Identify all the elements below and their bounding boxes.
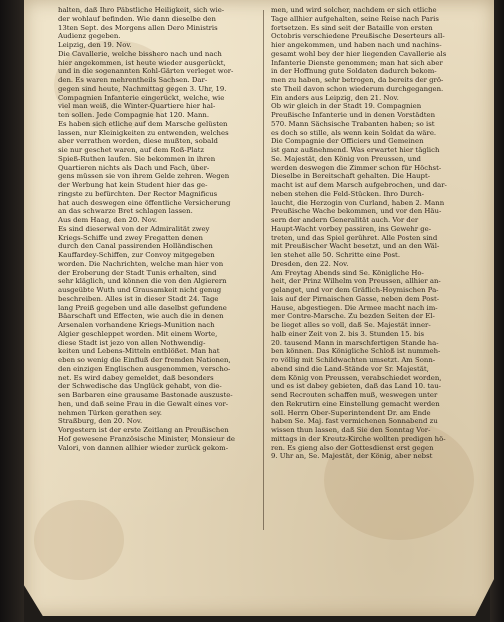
right-column-line: halb einer Zeit von 2. bis 3. Stunden 15. bis — [271, 329, 424, 338]
right-column-line: Haupt-Wacht vorbey passiren, ins Gewehr ge- — [271, 224, 432, 233]
right-column-line: fortsetzen. Es sind seit der Bataille von ersten — [271, 23, 433, 32]
right-column-line: Preußische Infanterie und in denen Vorstädten — [271, 111, 436, 119]
left-column-line: durch den Canal passirenden Holländischen — [58, 242, 213, 251]
left-column-line: Audienz gegeben. — [58, 32, 121, 41]
left-column-line: net. Es wird dabey gemeldet, daß besonders — [58, 373, 214, 382]
left-column-line: der wohlauf befinden. Wie dann dieselbe den — [58, 14, 216, 23]
left-column-line: hat auch deswegen eine öffentliche Versicherung — [58, 198, 231, 207]
right-column-line: ist ganz außnehmend. Was erwartet hier täglich — [271, 146, 440, 154]
left-column-line: Aus dem Haag, den 20. Nov. — [58, 216, 158, 224]
right-column — [271, 6, 467, 461]
left-column-line: Vorgestern ist der erste Zeitlang an Preußischen — [58, 426, 229, 434]
right-column-line: Octobris verschiedene Preußische Deserteurs all- — [271, 32, 445, 41]
right-column-line: mittags in der Kreutz-Kirche wollten predigen hö- — [271, 434, 446, 443]
left-column-line: Algier geschleppet worden. Mit einem Worte, — [58, 329, 218, 338]
right-column-line: in der Hoffnung gute Soldaten dadurch bekom- — [271, 67, 437, 76]
left-column-line: den einzigen Englischen ausgenommen, verscho- — [58, 364, 231, 373]
left-column-line: hier angekommen, ist heute wieder ausgerückt, — [58, 58, 226, 67]
left-column-line: eben so wenig die Einfluß der fremden Nationen, — [58, 356, 231, 364]
right-column-line: es doch so stille, als wenn kein Soldat da wäre. — [271, 128, 437, 137]
left-column-line: Hof gewesene Französische Minister, Monsieur de — [58, 434, 235, 443]
right-column-line: be lieget alles so voll, daß Se. Majestät inner- — [271, 321, 431, 329]
right-column-line: Hause, abgestiegen. Die Armee macht nach im- — [271, 303, 438, 312]
right-column-line: treten, und das Spiel gerühret. Alle Posten sind — [271, 233, 438, 242]
right-column-line: gelanget, und vor dem Gräflich-Hoymischen Pa- — [271, 286, 439, 294]
right-column-line: gesamt wohl bey der hier liegenden Cavallerie als — [271, 49, 447, 58]
right-column-line: Dresden, den 22. Nov. — [271, 259, 349, 268]
right-column-line: Infanterie Dienste genommen; man hat sich aber — [271, 58, 443, 67]
right-column-line: Ob wir gleich in der Stadt 19. Compagnien — [271, 102, 422, 111]
right-column-line: wissen thun lassen, daß Sie den Sonntag Vor- — [271, 426, 431, 434]
left-column-line: viel man weiß, die Winter-Quartiere hier hal- — [58, 102, 216, 111]
right-column-line: neben stehen die Feld-Stücken. Ihro Durch- — [271, 189, 424, 198]
right-column-line: ben können. Das Königliche Schloß ist nummeh- — [271, 347, 441, 356]
left-column-line: sehr kläglich, und können die von den Algierern — [58, 277, 227, 286]
right-column-line: sern der andern Generalität auch. Vor der — [271, 216, 419, 224]
right-column-line: den Rekrutirn eine Einstellung gemacht werden — [271, 399, 440, 408]
right-column-line: abend sind die Land-Stände vor Sr. Majestät, — [271, 364, 429, 373]
left-column-line: Kauffardey-Schiffen, zur Convoy mitgegeben — [58, 251, 215, 259]
left-column-line: an das schwarze Bret schlagen lassen. — [58, 207, 193, 216]
column-divider — [263, 10, 264, 530]
left-column-line: ausgeübte Wuth und Grausamkeit nicht genug — [58, 286, 222, 294]
right-column-line: mer Contre-Marsche. Zu bezden Seiten der El- — [271, 312, 435, 321]
right-column-line: Preußische Wache bekommen, und vor den Häu- — [271, 207, 442, 216]
left-column-line: Straßburg, den 20. Nov. — [58, 417, 143, 426]
right-column-line: men zu haben, sehr betrogen, da bereits der grö- — [271, 76, 444, 84]
left-column-line: Bäarschaft und Effecten, wie auch die in denen — [58, 312, 224, 321]
right-column-line: Die Compagnie der Officiers und Gemeinen — [271, 137, 424, 146]
left-column — [58, 6, 254, 452]
right-column-line: soll. Herrn Ober-Superintendent Dr. am Ende — [271, 408, 431, 417]
right-column-line: men, und wird solcher, nachdem er sich etliche — [271, 6, 437, 14]
right-column-line: heit, der Prinz Wilhelm von Preussen, allhier an- — [271, 277, 441, 286]
left-column-line: diese Stadt ist jezo von allen Nothwendig- — [58, 338, 206, 347]
left-column-line: Quartieren nichts als Dach und Fach, über- — [58, 163, 210, 172]
left-column-line: gegen sind heute, Nachmittag gegen 3. Uhr, 19. — [58, 84, 227, 93]
right-column-line: Se. Majestät, den König von Preussen, und — [271, 154, 421, 163]
right-column-line: ro völlig mit Schildwachten umsetzt. Am Sonn- — [271, 356, 436, 364]
right-column-line: Ein anders aus Leipzig, den 21. Nov. — [271, 93, 399, 102]
left-column-line: lang Preiß gegeben und alle daselbst gefundene — [58, 303, 227, 312]
left-column-line: der Eroberung der Stadt Tunis erhalten, sind — [58, 268, 217, 277]
left-column-line: den. Es waren mehrentheils Sachsen. Dar- — [58, 76, 208, 84]
left-column-line: lassen, nur Kleinigkeiten zu entwenden, welches — [58, 128, 229, 137]
left-column-line: beschreiben. Alles ist in dieser Stadt 24. Tage — [58, 294, 219, 303]
left-column-line: Spieß-Ruthen laufen. Sie bekommen in ihren — [58, 154, 216, 163]
right-column-line: len stehet alle 50. Schritte eine Post. — [271, 251, 401, 259]
right-column-line: ste Theil davon schon wiederum durchgegangen. — [271, 84, 444, 93]
left-column-line: Kriegs-Schiffe und zwey Fregatten denen — [58, 233, 203, 242]
right-column-line: laucht, die Herzogin von Curland, haben 2. Mann — [271, 198, 445, 207]
left-column-line: Leipzig, den 19. Nov. — [58, 41, 132, 49]
right-column-line: Am Freytag Abends sind Se. Königliche Ho- — [271, 268, 424, 277]
left-column-line: worden. Die Nachrichten, welche man hier von — [58, 259, 224, 268]
left-column-line: der Schwedische das Unglück gehabt, von die- — [58, 382, 222, 391]
right-column-line: Tage allhier aufgehalten, seine Reise nach Paris — [271, 14, 439, 23]
right-column-line: send Recrouten schaffen muß, weswegen unter — [271, 391, 438, 399]
left-column-line: ringste zu befürchten. Der Rector Magnificus — [58, 189, 218, 198]
right-column-line: und es ist dabey gebieten, daß das Land 10. tau- — [271, 382, 441, 391]
left-column-line: 13ten Sept. des Morgens allen Dero Ministris — [58, 23, 218, 32]
right-column-line: macht ist auf dem Marsch aufgebrochen, und dar- — [271, 181, 447, 189]
left-column-line: aber verrathen worden, diese mußten, sobald — [58, 137, 218, 146]
left-column-line: Compagnien Infanterie eingerückt, welche, wie — [58, 93, 225, 102]
right-column-line: ren. Es gieng also der Gottesdienst erst gegen — [271, 443, 434, 452]
right-column-line: 9. Uhr an, Se. Majestät, der König, aber nebst — [271, 452, 433, 461]
left-column-line: Arsenalen vorhandene Kriegs-Munition nach — [58, 321, 215, 329]
left-column-line: sen Barbaren eine grausame Bastonade auszuste- — [58, 391, 233, 399]
right-column-line: 570. Mann Sächsische Trabanten haben; so ist — [271, 119, 435, 128]
right-column-line: mit Preußischer Wacht besetzt, und an den Wäl- — [271, 242, 440, 251]
right-column-line: dem König von Preussen, verabschiedet worden, — [271, 373, 442, 382]
left-column-line: nehmen Türken gerathen sey. — [58, 408, 162, 417]
left-column-line: Die Cavallerie, welche bisshero nach und nach — [58, 49, 222, 58]
right-column-line: Dieselbe in Bereitschaft gehalten. Die Haupt- — [271, 172, 431, 181]
left-column-line: und in die sogenannten Kohl-Gärten verleget wor- — [58, 67, 234, 76]
right-column-line: lais auf der Pirnaischen Gasse, neben dem Post- — [271, 294, 440, 303]
left-column-line: Es sind dieserwal von der Admiralität zwey — [58, 224, 210, 233]
right-column-line: 20. tausend Mann in marschfertigen Stande ha- — [271, 338, 439, 347]
left-column-line: Valori, von dannen allhier wieder zurück gekom- — [58, 443, 229, 452]
left-column-line: gens müssen sie von ihrem Gelde zehren. Wegen — [58, 172, 230, 181]
right-column-line: hier angekommen, und haben nach und nachins- — [271, 41, 442, 49]
left-column-line: halten, daß Ihro Päbstliche Heiligkeit, sich wie- — [58, 6, 225, 14]
right-column-line: werden deswegen die Zimmer schon für Höchst- — [271, 163, 442, 172]
left-column-line: sie nur geschet waren, auf dem Roß-Platz — [58, 146, 205, 154]
left-column-line: Es haben sich etliche auf dem Marsche gelüsten — [58, 119, 228, 128]
right-column-line: haben Se. Maj. fast vermichenen Sonnabend zu — [271, 417, 438, 426]
left-column-line: der Werbung hat kein Student hier das ge- — [58, 181, 208, 189]
scan-backdrop-left — [0, 0, 24, 622]
left-column-line: ten sollen. Jede Compagnie hat 120. Mann. — [58, 111, 210, 119]
left-column-line: hen, und daß seine Frau in die Gewalt eines vor- — [58, 399, 229, 408]
left-column-line: keiten und Lebens-Mitteln entblößet. Man hat — [58, 347, 220, 356]
text-columns — [58, 6, 478, 606]
